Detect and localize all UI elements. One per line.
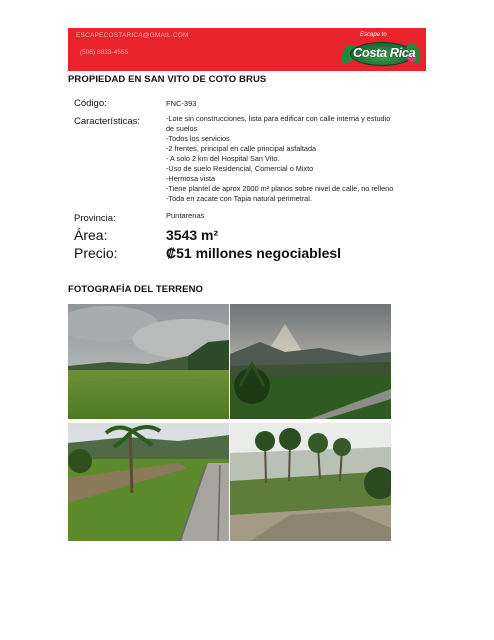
terrain-photo-2 xyxy=(230,304,391,419)
logo-name: Costa Rica xyxy=(353,45,416,60)
logo-tagline: Escape to xyxy=(360,32,387,38)
property-title: PROPIEDAD EN SAN VITO DE COTO BRUS xyxy=(68,74,267,85)
contact-email: ESCAPECOSTARICA@GMAIL.COM xyxy=(76,32,189,39)
terrain-photo-1 xyxy=(68,304,229,419)
precio-value: ₡51 millones negociablesl xyxy=(166,245,342,261)
feature-item: -Toda en zacate con Tapia natural perimetral. xyxy=(166,194,312,203)
area-label: Área: xyxy=(74,227,108,243)
header-banner xyxy=(68,28,426,71)
terrain-photo-4 xyxy=(230,423,391,541)
photos-title: FOTOGRAFÍA DEL TERRENO xyxy=(68,284,204,295)
terrain-photo-3 xyxy=(68,423,229,541)
feature-item: -Uso de suelo Residencial, Comercial o Mixto xyxy=(166,164,314,173)
area-value: 3543 m² xyxy=(166,227,219,243)
feature-item: -Todos los servicios xyxy=(166,134,230,143)
feature-item: -2 frentes, principal en calle principal asfaltada xyxy=(166,144,317,153)
feature-item: - A solo 2 km del Hospital San Vito. xyxy=(166,154,280,163)
codigo-value: FNC-393 xyxy=(166,99,197,108)
escape-to-costa-rica-logo xyxy=(342,31,420,68)
feature-item: de suelos xyxy=(166,124,198,133)
provincia-value: Puntarenas xyxy=(166,211,205,220)
codigo-label: Código: xyxy=(74,98,107,109)
feature-item: -Lote sin construcciones, lista para edificar con calle interna y estudio xyxy=(166,114,391,123)
features-list xyxy=(166,114,436,204)
precio-label: Precio: xyxy=(74,245,118,261)
feature-item: -Hermosa vista xyxy=(166,174,216,183)
feature-item: -Tiene plantel de aprox 2000 m² planos sobre nivel de calle, no relleno xyxy=(166,184,394,193)
caracteristicas-label: Características: xyxy=(74,116,140,127)
contact-phone: (506) 8833-4555 xyxy=(80,49,129,56)
provincia-label: Provincia: xyxy=(74,213,116,224)
